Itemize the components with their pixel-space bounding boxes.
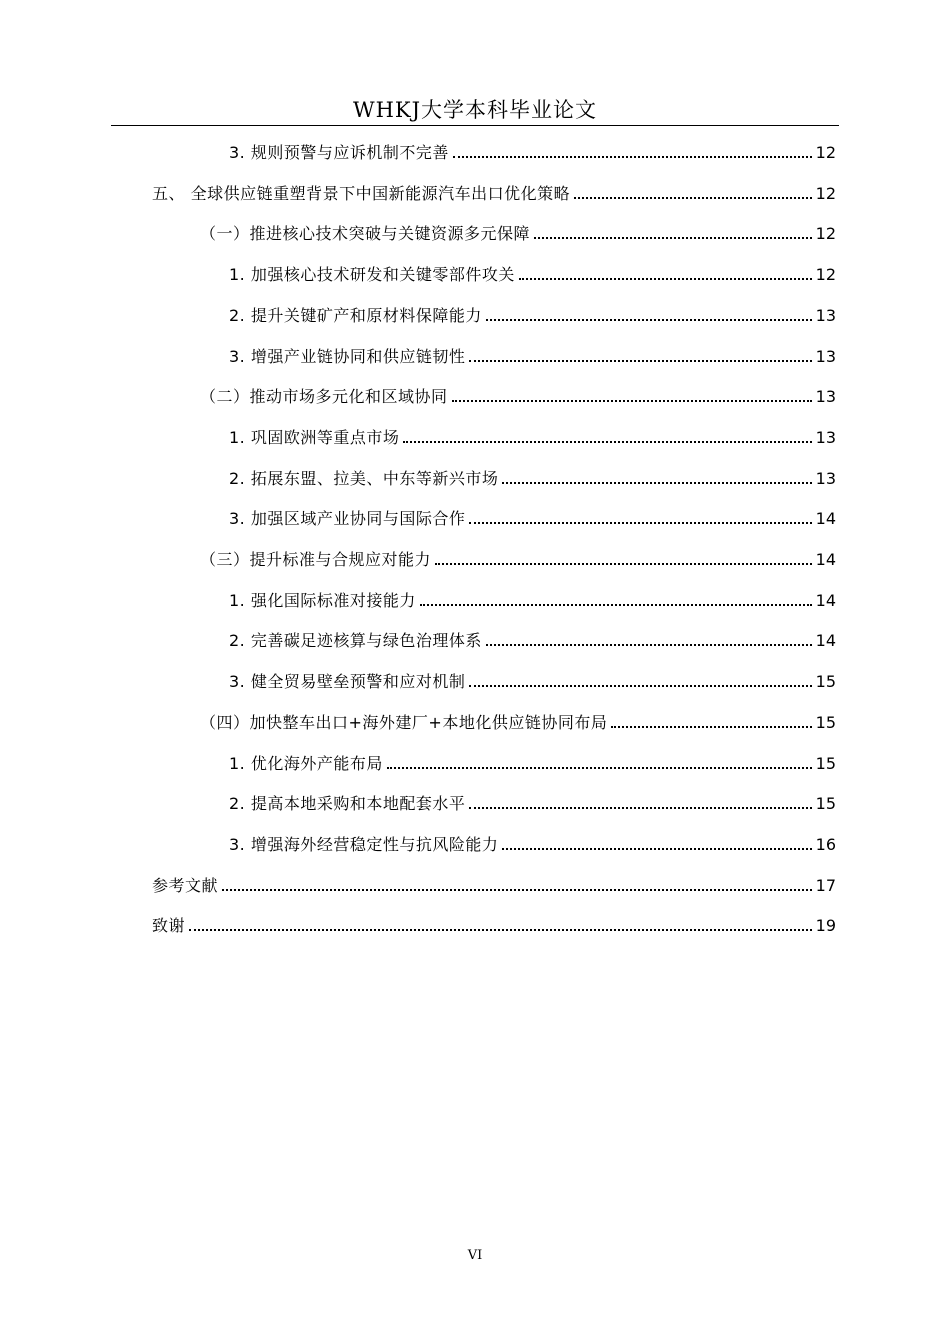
toc-entry-title: （二）推动市场多元化和区域协同 — [200, 387, 448, 407]
toc-dot-leader — [611, 726, 811, 728]
toc-entry-title: （三）提升标准与合规应对能力 — [200, 550, 432, 569]
toc-entry-title: 3. 健全贸易壁垒预警和应对机制 — [229, 672, 466, 692]
toc-entry-page: 12 — [815, 265, 836, 285]
toc-dot-leader — [420, 604, 812, 606]
toc-entry-page: 13 — [815, 468, 836, 488]
toc-dot-leader — [534, 237, 812, 239]
toc-dot-leader — [453, 156, 812, 158]
toc-entry[interactable] — [152, 175, 836, 205]
toc-entry-page: 12 — [815, 224, 836, 244]
toc-entry[interactable] — [200, 704, 836, 734]
toc-entry-title: 3. 增强产业链协同和供应链韧性 — [229, 346, 466, 366]
toc-dot-leader — [189, 929, 812, 931]
toc-entry-title: （四）加快整车出口+海外建厂+本地化供应链协同布局 — [200, 712, 608, 732]
toc-entry-title: 参考文献 — [152, 875, 219, 895]
toc-entry[interactable] — [229, 500, 836, 530]
toc-entry-title: 1. 优化海外产能布局 — [229, 753, 383, 773]
toc-dot-leader — [469, 685, 811, 687]
toc-dot-leader — [387, 767, 812, 769]
toc-dot-leader — [469, 807, 811, 809]
toc-dot-leader — [502, 848, 811, 850]
header-divider — [111, 125, 839, 126]
toc-entry-page: 19 — [815, 916, 836, 936]
toc-entry-page: 15 — [815, 672, 836, 692]
toc-dot-leader — [435, 563, 812, 565]
toc-entry-page: 13 — [815, 427, 836, 447]
toc-entry[interactable] — [229, 663, 836, 693]
toc-entry-page: 15 — [815, 712, 836, 732]
toc-entry-title: 五、 全球供应链重塑背景下中国新能源汽车出口优化策略 — [152, 183, 571, 203]
toc-entry-title: （一）推进核心技术突破与关键资源多元保障 — [200, 224, 531, 244]
toc-entry-page: 12 — [815, 183, 836, 203]
toc-entry-page: 13 — [815, 387, 836, 407]
toc-entry[interactable] — [229, 297, 836, 327]
toc-dot-leader — [519, 278, 812, 280]
toc-dot-leader — [486, 319, 812, 321]
toc-entry[interactable] — [229, 582, 836, 612]
toc-entry[interactable] — [229, 745, 836, 775]
toc-entry[interactable] — [152, 907, 836, 937]
toc-entry-title: 2. 完善碳足迹核算与绿色治理体系 — [229, 631, 482, 651]
toc-entry[interactable] — [229, 419, 836, 449]
toc-entry-title: 3. 增强海外经营稳定性与抗风险能力 — [229, 834, 499, 854]
toc-entry[interactable] — [229, 338, 836, 368]
toc-dot-leader — [222, 889, 812, 891]
toc-entry[interactable] — [200, 378, 836, 408]
toc-dot-leader — [469, 360, 811, 362]
toc-entry[interactable] — [200, 541, 836, 571]
toc-entry-page: 12 — [815, 143, 836, 162]
toc-entry-page: 14 — [815, 550, 836, 569]
toc-entry-page: 15 — [815, 753, 836, 773]
toc-entry-title: 3. 加强区域产业协同与国际合作 — [229, 509, 466, 529]
toc-entry-title: 2. 提高本地采购和本地配套水平 — [229, 794, 466, 814]
toc-entry-title: 1. 加强核心技术研发和关键零部件攻关 — [229, 265, 515, 285]
toc-entry-page: 14 — [815, 590, 836, 610]
toc-entry-page: 14 — [815, 631, 836, 651]
toc-entry[interactable] — [229, 622, 836, 652]
page-header-title: WHKJ大学本科毕业论文 — [352, 98, 597, 122]
toc-entry-title: 1. 强化国际标准对接能力 — [229, 590, 416, 610]
toc-entry-page: 15 — [815, 794, 836, 814]
toc-dot-leader — [403, 441, 811, 443]
toc-entry-title: 1. 巩固欧洲等重点市场 — [229, 427, 400, 447]
toc-dot-leader — [469, 522, 811, 524]
page-number: VI — [467, 1248, 483, 1263]
toc-dot-leader — [486, 644, 812, 646]
toc-entry-title: 3. 规则预警与应诉机制不完善 — [229, 143, 449, 162]
toc-entry-title: 致谢 — [152, 916, 186, 936]
toc-entry[interactable] — [229, 785, 836, 815]
toc-dot-leader — [452, 400, 812, 402]
toc-entry-page: 14 — [815, 509, 836, 529]
toc-dot-leader — [574, 197, 812, 199]
toc-entry-page: 17 — [815, 875, 836, 895]
toc-entry[interactable] — [229, 826, 836, 856]
toc-entry-title: 2. 拓展东盟、拉美、中东等新兴市场 — [229, 468, 499, 488]
toc-entry[interactable] — [229, 134, 836, 164]
toc-dot-leader — [502, 482, 811, 484]
toc-entry-page: 13 — [815, 305, 836, 325]
toc-entry[interactable] — [229, 256, 836, 286]
toc-entry[interactable] — [200, 215, 836, 245]
toc-entry-page: 13 — [815, 346, 836, 366]
toc-entry[interactable] — [229, 460, 836, 490]
toc-entry[interactable] — [152, 867, 836, 897]
toc-entry-title: 2. 提升关键矿产和原材料保障能力 — [229, 305, 482, 325]
toc-entry-page: 16 — [815, 834, 836, 854]
